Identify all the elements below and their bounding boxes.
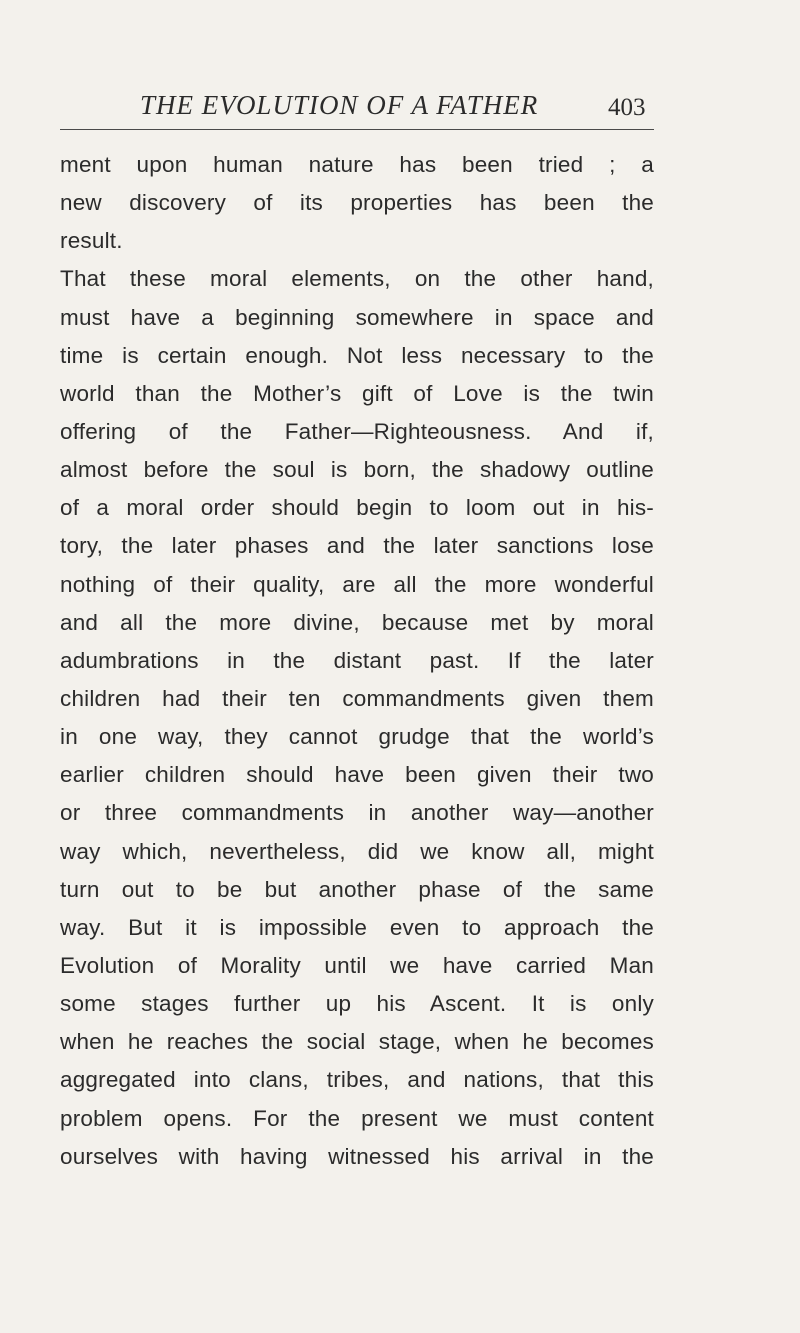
text-line: result. xyxy=(60,228,123,254)
text-line: almost before the soul is born, the shadowy outline xyxy=(60,457,654,483)
text-line: some stages further up his Ascent. It is only xyxy=(60,991,654,1017)
text-line: ment upon human nature has been tried ; a xyxy=(60,152,654,177)
text-line: aggregated into clans, tribes, and nations, that this xyxy=(60,1067,654,1093)
text-line: ourselves with having witnessed his arrival in the xyxy=(60,1143,654,1169)
text-line: or three commandments in another way—another xyxy=(60,800,654,826)
text-line: time is certain enough. Not less necessary to the xyxy=(60,342,654,368)
header-rule xyxy=(60,129,654,130)
text-line: way. But it is impossible even to approach the xyxy=(60,914,654,940)
text-line: nothing of their quality, are all the more wonderful xyxy=(60,571,654,597)
text-line: way which, nevertheless, did we know all, might xyxy=(60,838,654,864)
text-line: Evolution of Morality until we have carried Man xyxy=(60,952,654,978)
text-line: earlier children should have been given their two xyxy=(60,762,654,788)
text-line: and all the more divine, because met by moral xyxy=(60,609,654,635)
text-line: offering of the Father—Righteousness. And if, xyxy=(60,418,654,444)
text-line: tory, the later phases and the later sanctions lose xyxy=(60,533,654,559)
text-line: world than the Mother’s gift of Love is the twin xyxy=(60,380,654,406)
body-text xyxy=(60,146,654,1176)
text-line: problem opens. For the present we must content xyxy=(60,1105,654,1131)
text-line: turn out to be but another phase of the same xyxy=(60,876,654,902)
text-line: of a moral order should begin to loom out in his- xyxy=(60,495,654,521)
text-line: adumbrations in the distant past. If the later xyxy=(60,647,654,673)
page-number: 403 xyxy=(608,94,646,121)
text-line: in one way, they cannot grudge that the world’s xyxy=(60,724,654,750)
text-line: when he reaches the social stage, when he becomes xyxy=(60,1029,654,1055)
text-line: new discovery of its properties has been the xyxy=(60,190,654,216)
text-line: That these moral elements, on the other hand, xyxy=(60,266,654,292)
text-line: must have a beginning somewhere in space and xyxy=(60,304,654,330)
text-line: children had their ten commandments given them xyxy=(60,685,654,711)
running-head-title: THE EVOLUTION OF A FATHER xyxy=(140,90,539,120)
running-head xyxy=(60,88,660,128)
